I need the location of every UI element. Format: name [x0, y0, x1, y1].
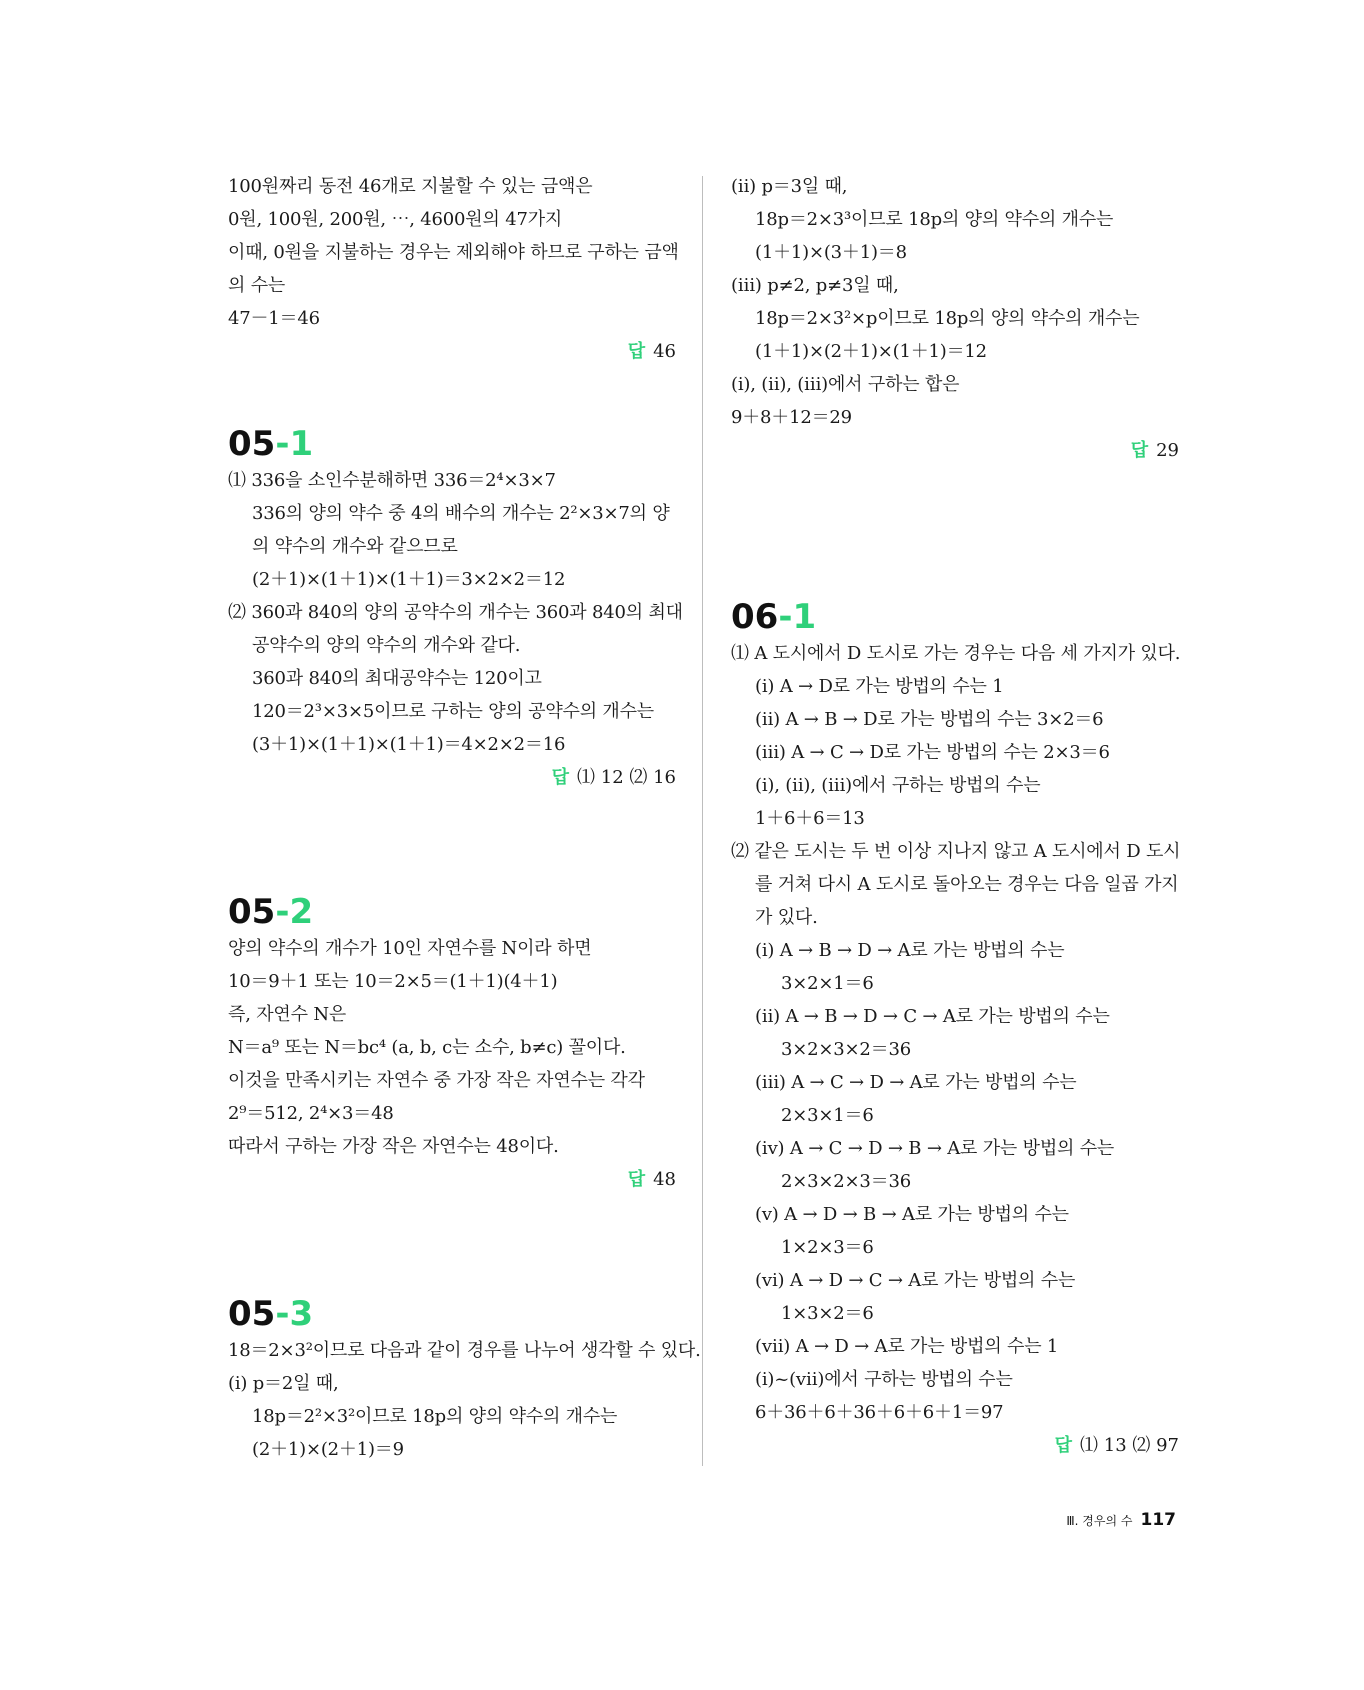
heading-number: 05	[228, 1294, 276, 1334]
text-line: 양의 약수의 개수가 10인 자연수를 N이라 하면	[228, 938, 592, 959]
problem-heading	[228, 424, 676, 464]
text-line: ⑵ 360과 840의 양의 공약수의 개수는 360과 840의 최대	[228, 602, 683, 623]
text-line: 2⁹＝512, 2⁴×3＝48	[228, 1103, 394, 1124]
text-line: 0원, 100원, 200원, ⋯, 4600원의 47가지	[228, 209, 563, 230]
page-number: 117	[1140, 1510, 1176, 1530]
answer-value: 29	[1156, 440, 1179, 461]
text-line: (ⅱ) A → B → D로 가는 방법의 수는 3×2＝6	[755, 709, 1104, 730]
text-line: (ⅱ) p＝3일 때,	[731, 176, 848, 197]
heading-sub: 2	[289, 892, 314, 932]
text-line: (ⅱ) A → B → D → C → A로 가는 방법의 수는	[755, 1006, 1110, 1027]
answer-line	[731, 434, 1179, 467]
text-line: (ⅲ) p≠2, p≠3일 때,	[731, 275, 899, 296]
text-line: 3×2×1＝6	[781, 973, 874, 994]
text-line: ⑵ 같은 도시는 두 번 이상 지나지 않고 A 도시에서 D 도시	[731, 841, 1181, 862]
text-line: 1×2×3＝6	[781, 1237, 874, 1258]
heading-sub: 1	[289, 424, 314, 464]
answer-line	[228, 335, 676, 368]
answer-label: 답	[627, 341, 646, 362]
answer-value: ⑴ 13 ⑵ 97	[1080, 1435, 1179, 1456]
left-column	[228, 170, 701, 1466]
text-line: 9＋8＋12＝29	[731, 407, 852, 428]
text-line: 18p＝2²×3²이므로 18p의 양의 약수의 개수는	[252, 1406, 618, 1427]
text-line: 120＝2³×3×5이므로 구하는 양의 공약수의 개수는	[252, 701, 654, 722]
answer-line	[228, 761, 676, 794]
problem-heading	[731, 597, 1179, 637]
text-line: (ⅰ)~(ⅶ)에서 구하는 방법의 수는	[755, 1369, 1013, 1390]
problem-05-1	[228, 424, 683, 794]
problem-heading	[228, 1294, 676, 1334]
text-line: 의 약수의 개수와 같으므로	[252, 536, 458, 557]
heading-sub: 1	[792, 597, 817, 637]
text-line: 공약수의 양의 약수의 개수와 같다.	[252, 635, 521, 656]
text-line: 18＝2×3²이므로 다음과 같이 경우를 나누어 생각할 수 있다.	[228, 1340, 701, 1361]
text-line: ⑴ 336을 소인수분해하면 336＝2⁴×3×7	[228, 470, 556, 491]
text-line: 47－1＝46	[228, 308, 320, 329]
answer-label: 답	[551, 767, 570, 788]
heading-sub: 3	[289, 1294, 314, 1334]
answer-value: 48	[653, 1169, 676, 1190]
text-line: 100원짜리 동전 46개로 지불할 수 있는 금액은	[228, 176, 593, 197]
text-line: 1×3×2＝6	[781, 1303, 874, 1324]
page-footer	[1066, 1510, 1176, 1530]
text-line: (2＋1)×(2＋1)＝9	[252, 1439, 404, 1460]
text-line: (ⅰ) p＝2일 때,	[228, 1373, 339, 1394]
chapter-title: Ⅲ. 경우의 수	[1066, 1514, 1133, 1528]
heading-number: 05	[228, 424, 276, 464]
text-line: 18p＝2×3³이므로 18p의 양의 약수의 개수는	[755, 209, 1114, 230]
answer-label: 답	[1054, 1435, 1073, 1456]
text-line: 즉, 자연수 N은	[228, 1004, 347, 1025]
text-line: (ⅰ), (ⅱ), (ⅲ)에서 구하는 합은	[731, 374, 960, 395]
heading-dash: -	[275, 892, 290, 932]
text-line: (2＋1)×(1＋1)×(1＋1)＝3×2×2＝12	[252, 569, 566, 590]
heading-dash: -	[275, 424, 290, 464]
text-line: 18p＝2×3²×p이므로 18p의 양의 약수의 개수는	[755, 308, 1140, 329]
text-line: (ⅰ), (ⅱ), (ⅲ)에서 구하는 방법의 수는	[755, 775, 1041, 796]
heading-dash: -	[275, 1294, 290, 1334]
text-line: 의 수는	[228, 275, 286, 296]
text-line: (ⅲ) A → C → D → A로 가는 방법의 수는	[755, 1072, 1077, 1093]
text-line: 360과 840의 최대공약수는 120이고	[252, 668, 542, 689]
text-line: 6＋36＋6＋36＋6＋6＋1＝97	[755, 1402, 1004, 1423]
heading-number: 06	[731, 597, 779, 637]
text-line: 이때, 0원을 지불하는 경우는 제외해야 하므로 구하는 금액	[228, 242, 679, 263]
text-line: 2×3×2×3＝36	[781, 1171, 911, 1192]
text-line: 3×2×3×2＝36	[781, 1039, 911, 1060]
text-line: N＝a⁹ 또는 N＝bc⁴ (a, b, c는 소수, b≠c) 꼴이다.	[228, 1037, 626, 1058]
text-line: (ⅴ) A → D → B → A로 가는 방법의 수는	[755, 1204, 1069, 1225]
text-line: 이것을 만족시키는 자연수 중 가장 작은 자연수는 각각	[228, 1070, 645, 1091]
right-column	[731, 170, 1179, 1462]
column-divider	[702, 176, 703, 1466]
problem-05-3	[228, 1294, 701, 1466]
text-line: (ⅲ) A → C → D로 가는 방법의 수는 2×3＝6	[755, 742, 1110, 763]
answer-value: ⑴ 12 ⑵ 16	[577, 767, 676, 788]
problem-05-2	[228, 892, 676, 1196]
heading-dash: -	[778, 597, 793, 637]
text-line: 따라서 구하는 가장 작은 자연수는 48이다.	[228, 1136, 559, 1157]
text-line: (ⅶ) A → D → A로 가는 방법의 수는 1	[755, 1336, 1059, 1357]
heading-number: 05	[228, 892, 276, 932]
text-line: (1＋1)×(2＋1)×(1＋1)＝12	[755, 341, 987, 362]
text-line: 1＋6＋6＝13	[755, 808, 865, 829]
text-line: (ⅰ) A → D로 가는 방법의 수는 1	[755, 676, 1004, 697]
text-line: (3＋1)×(1＋1)×(1＋1)＝4×2×2＝16	[252, 734, 566, 755]
text-line: (1＋1)×(3＋1)＝8	[755, 242, 907, 263]
text-line: 336의 양의 약수 중 4의 배수의 개수는 2²×3×7의 양	[252, 503, 670, 524]
problem-heading	[228, 892, 676, 932]
text-line: 가 있다.	[755, 907, 818, 928]
answer-line	[731, 1429, 1179, 1462]
text-line: (ⅵ) A → D → C → A로 가는 방법의 수는	[755, 1270, 1076, 1291]
text-line: 10＝9＋1 또는 10＝2×5＝(1＋1)(4＋1)	[228, 971, 558, 992]
intro-solution	[228, 170, 679, 368]
text-line: (ⅰ) A → B → D → A로 가는 방법의 수는	[755, 940, 1065, 961]
answer-value: 46	[653, 341, 676, 362]
answer-label: 답	[627, 1169, 646, 1190]
text-line: 를 거쳐 다시 A 도시로 돌아오는 경우는 다음 일곱 가지	[755, 874, 1179, 895]
text-line: ⑴ A 도시에서 D 도시로 가는 경우는 다음 세 가지가 있다.	[731, 643, 1181, 664]
answer-line	[228, 1163, 676, 1196]
problem-05-3-continued	[731, 170, 1179, 467]
problem-06-1	[731, 597, 1179, 1462]
answer-label: 답	[1130, 440, 1149, 461]
text-line: 2×3×1＝6	[781, 1105, 874, 1126]
text-line: (ⅳ) A → C → D → B → A로 가는 방법의 수는	[755, 1138, 1115, 1159]
